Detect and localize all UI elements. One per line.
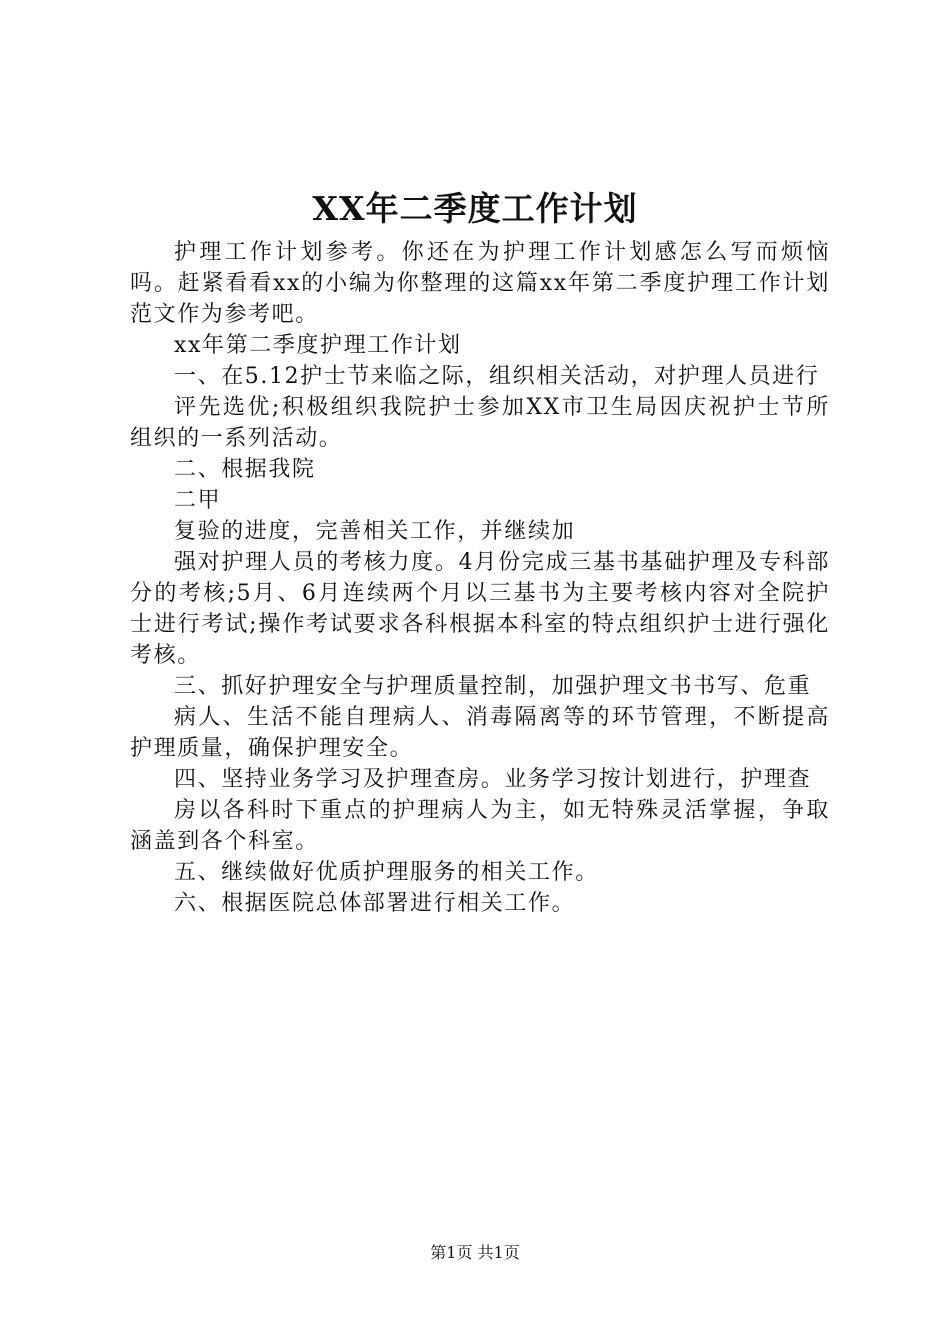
paragraph-item-1-cont: 评先选优;积极组织我院护士参加XX市卫生局因庆祝护士节所组织的一系列活动。	[130, 395, 830, 451]
paragraph-item-4-cont: 房以各科时下重点的护理病人为主，如无特殊灵活掌握，争取涵盖到各个科室。	[130, 798, 830, 854]
page-footer: 第1页 共1页	[430, 1243, 520, 1262]
paragraph-item-3-cont: 病人、生活不能自理病人、消毒隔离等的环节管理，不断提高护理质量，确保护理安全。	[130, 705, 830, 761]
document-body	[130, 237, 830, 919]
paragraph-item-2: 二、根据我院	[174, 457, 316, 482]
paragraph-item-2-cont-b: 复验的进度，完善相关工作，并继续加	[174, 519, 576, 544]
paragraph-item-3: 三、抓好护理安全与护理质量控制，加强护理文书书写、危重	[174, 674, 812, 699]
paragraph-item-2-cont-a: 二甲	[174, 488, 222, 513]
paragraph-subtitle: xx年第二季度护理工作计划	[174, 333, 462, 358]
paragraph-item-1: 一、在5.12护士节来临之际，组织相关活动，对护理人员进行	[174, 364, 820, 389]
paragraph-intro: 护理工作计划参考。你还在为护理工作计划感怎么写而烦恼吗。赶紧看看xx的小编为你整理的这篇xx年第二季度护理工作计划范文作为参考吧。	[130, 240, 830, 327]
paragraph-item-5: 五、继续做好优质护理服务的相关工作。	[174, 860, 599, 885]
paragraph-item-4: 四、坚持业务学习及护理查房。业务学习按计划进行，护理查	[174, 767, 812, 792]
paragraph-item-6: 六、根据医院总体部署进行相关工作。	[174, 891, 576, 916]
document-title: XX年二季度工作计划	[312, 189, 638, 228]
paragraph-item-2-cont-c: 强对护理人员的考核力度。4月份完成三基书基础护理及专科部分的考核;5月、6月连续两个月以三基书为主要考核内容对全院护士进行考试;操作考试要求各科根据本科室的特点组织护士进行强化考核。	[130, 550, 830, 668]
